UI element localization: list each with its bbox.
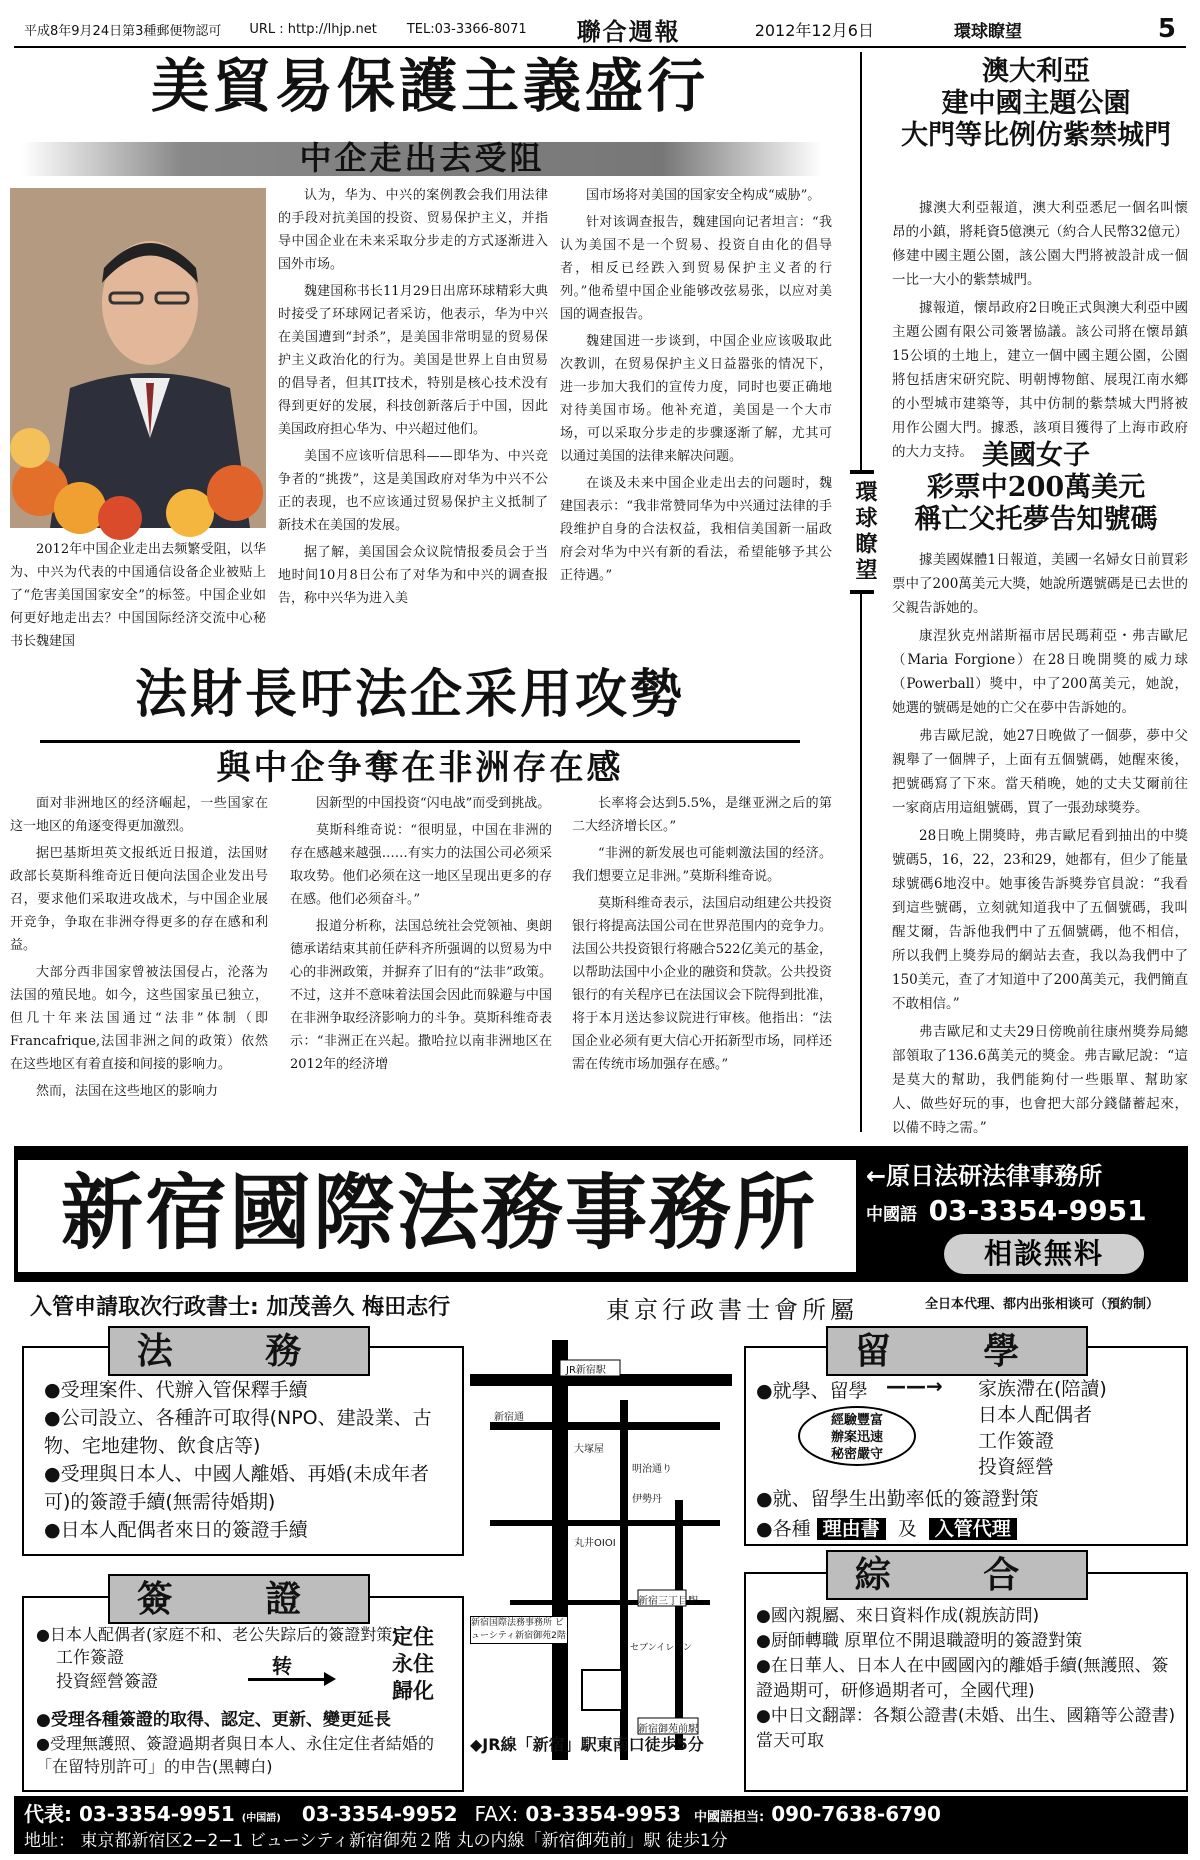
article1-col3-p2: 针对该调查报告，魏建国向记者坦言：“我认为美国不是一个贸易、投资自由化的倡导者，相反已经跌入到贸易保护主义者的行列。”他希望中国企业能够改弦易张，以应对美国的调查报告。 bbox=[560, 215, 832, 322]
map-label-seven-eleven: セブンイレブン bbox=[630, 1643, 692, 1653]
general-item-chef: ●厨師轉職 原單位不開退職證明的簽證對策 bbox=[756, 1631, 1083, 1651]
article2-headline: 法財長吁法企采用攻勢 bbox=[134, 664, 685, 725]
article2-col1-p3: 大部分西非国家曾被法国侵占，沦落为法国的殖民地。如今，这些国家虽已独立，但几十年来法国通过“法非”体制（即Francafrique,法国非洲之间的政策）依然在这些地区有着直接和间接的影响力。 bbox=[10, 965, 268, 1072]
permit-text: 平成8年9月24日第3種郵便物認可 bbox=[24, 23, 222, 39]
study-item-school: ●就學、留學 bbox=[756, 1380, 868, 1402]
experience-badge bbox=[798, 1406, 916, 1466]
footer-line2 bbox=[24, 1826, 728, 1851]
ad-banner bbox=[14, 1146, 1188, 1282]
article2-col1 bbox=[10, 792, 268, 1132]
article1-photo bbox=[10, 188, 266, 528]
study-arrow: ——→ bbox=[886, 1374, 943, 1398]
ad-chinese-phone bbox=[866, 1194, 1186, 1227]
general-item-translation: ●中日文翻譯：各類公證書(未婚、出生、國籍等公證書) 當天可取 bbox=[756, 1706, 1176, 1751]
article1-col2-p4: 据了解，美国国会众议院情报委员会于当地时间10月8日公布了对华为和中兴的调查报告，称中兴华为进入美 bbox=[278, 545, 548, 606]
visa-transfer-label: 转 bbox=[272, 1654, 292, 1678]
visa-services-list bbox=[36, 1624, 456, 1778]
header-tel: TEL:03-3366-8071 bbox=[406, 21, 527, 37]
footer-rep-tel1[interactable]: 03-3354-9951 bbox=[78, 1802, 235, 1826]
visa-item-renew: ●受理各種簽證的取得、認定、更新、變更延長 bbox=[36, 1710, 391, 1730]
general-services-list bbox=[756, 1604, 1180, 1754]
article1-col2-p1: 认为，华为、中兴的案例教会我们用法律的手段对抗美国的投资、贸易保护主义，并指导中国企业在未来采取分步走的方式逐渐进入国外市场。 bbox=[278, 188, 548, 272]
article1-col3-p1: 国市场将对美国的国家安全构成“威胁”。 bbox=[586, 188, 821, 203]
article1-col1 bbox=[10, 538, 266, 660]
visa-item-invest: 投資經營簽證 bbox=[56, 1672, 158, 1692]
section-name: 環球瞭望 bbox=[953, 21, 1022, 42]
side-story2-p4: 28日晚上開獎時，弗吉歐尼看到抽出的中獎號碼5，16，22，23和29，她都有，但少了能量球號碼6地沒中。她事後告訴獎券官員說：“我看到這些號碼，立刻就知道我中了五個號碼，我叫醒艾爾，告訴他我們中了五個號碼，他不相信，所以我們上獎券局的網站去查，我以為我們中了150美元，查了才知道中了200萬美元，我們簡直不敢相信。” bbox=[892, 828, 1188, 1012]
article2-col2 bbox=[290, 792, 552, 1132]
study-item-attendance: ●就、留學生出勤率低的簽證對策 bbox=[756, 1488, 1039, 1510]
map-caption: ◆JR線「新宿」駅東南口徒歩5分 bbox=[470, 1735, 704, 1754]
article1-col2 bbox=[278, 184, 548, 660]
map-label-sanchome: 新宿三丁目駅 bbox=[638, 1596, 698, 1607]
side-story2-headline bbox=[880, 440, 1192, 536]
map-drawing bbox=[470, 1340, 732, 1760]
side-story1-p1: 據澳大利亞報道，澳大利亞悉尼一個名叫懷昂的小鎮，將耗資5億澳元（約合人民幣32億元）修建中國主題公園，該公園大門將被設計成一個一比一大小的紫禁城門。 bbox=[892, 200, 1188, 288]
paper-name: 聯合週報 bbox=[576, 16, 681, 46]
map-label-isetan: 伊勢丹 bbox=[632, 1494, 662, 1505]
article2-col2-p3: 报道分析称，法国总统社会党领袖、奥朗德承诺结束其前任萨科齐所强调的以贸易为中心的非洲政策，并摒弃了旧有的“法非”政策。不过，这并不意味着法国会因此而躲避与中国在非洲争取经济影响力的斗争。莫斯科维奇表示：“非洲正在兴起。撒哈拉以南非洲地区在2012年的经济增 bbox=[290, 919, 552, 1072]
article1-col2-p2: 魏建国称书长11月29日出席环球精彩大典时接受了环球网记者采访，他表示，华为中兴在美国遭到“封杀”，是美国非常明显的贸易保护主义政治化的行为。美国是世界上自由贸易的倡导者，但其IT技术，特别是核心技术没有得到更好的发展，科技创新落后于中国，因此美国政府担心华为、中兴超过他们。 bbox=[278, 284, 548, 437]
article2-col3-p2: “非洲的新发展也可能刺激法国的经济。我们想要立足非洲。”莫斯科维奇说。 bbox=[572, 846, 832, 884]
map-label-gyoenmae: 新宿御苑前駅 bbox=[638, 1724, 698, 1735]
visa-transfer-arrow bbox=[248, 1678, 328, 1681]
article1-headline: 美貿易保護主義盛行 bbox=[150, 52, 709, 120]
footer-fax-label: FAX: bbox=[474, 1802, 519, 1826]
article2-col1-p2: 据巴基斯坦英文报纸近日报道，法国财政部长莫斯科维奇近日便向法国企业发出号召，要求他们采取进攻战术，与中国企业展开竞争，争取在非洲夺得更多的存在感和利益。 bbox=[10, 846, 268, 953]
legal-item-bail: ●受理案件、代辦入管保釋手續 bbox=[44, 1379, 308, 1401]
legal-services-tab: 法 務 bbox=[108, 1326, 370, 1376]
visa-item-work: 工作簽證 bbox=[56, 1648, 124, 1668]
article1-col3 bbox=[560, 184, 832, 660]
study-docs-prefix: ●各種 bbox=[756, 1518, 811, 1540]
footer-cn-label: 中國語担当: bbox=[694, 1810, 765, 1825]
footer-fax: 03-3354-9953 bbox=[525, 1802, 682, 1826]
side-story2-p1: 據美國媒體1日報道，美國一名婦女日前買彩票中了200萬美元大獎，她說所選號碼是已去世的父親告訴她的。 bbox=[892, 552, 1188, 616]
badge-line2: 辦案迅速 bbox=[830, 1430, 883, 1445]
side-story1-hl-line1: 澳大利亞 bbox=[982, 56, 1090, 87]
general-item-divorce: ●在日華人、日本人在中國國內的離婚手續(無護照、簽證過期可，研修過期者可，全國代理) bbox=[756, 1656, 1169, 1701]
ad-free-consult-badge: 相談無料 bbox=[944, 1234, 1144, 1274]
article2-col3 bbox=[572, 792, 832, 1132]
map-label-shinjuku-dori: 新宿通 bbox=[494, 1412, 524, 1423]
article2-rule bbox=[40, 740, 800, 743]
study-right-list bbox=[978, 1376, 1107, 1480]
article1-subhead: 中企走出去受阻 bbox=[299, 139, 545, 177]
footer-cn-tel[interactable]: 090-7638-6790 bbox=[771, 1802, 941, 1826]
study-services-content bbox=[756, 1376, 1180, 1540]
badge-line3: 秘密嚴守 bbox=[830, 1447, 883, 1462]
general-services-tab: 綜 合 bbox=[826, 1550, 1088, 1600]
map-label-office: 新宿国際法務事務所 ビューシティ新宿御苑2階 bbox=[470, 1616, 568, 1644]
visa-word-teiju: 定住 bbox=[392, 1625, 434, 1649]
vertical-label-text: 環球瞭望 bbox=[852, 480, 878, 584]
article2-col2-p1: 因新型的中国投资“闪电战”而受到挑战。 bbox=[316, 796, 551, 811]
footer-rep-tel2[interactable]: 03-3354-9952 bbox=[301, 1802, 458, 1826]
location-map bbox=[470, 1340, 732, 1760]
legal-item-divorce: ●受理與日本人、中國人離婚、再婚(未成年者可)的簽證手續(無需待婚期) bbox=[44, 1463, 429, 1513]
side-story2-p5: 弗吉歐尼和丈夫29日傍晚前往康州獎券局總部領取了136.6萬美元的獎金。弗吉歐尼說：“這是莫大的幫助，我們能夠付一些賬單、幫助家人、做些好玩的事，也會把大部分錢儲蓄起來，以備不時之需。” bbox=[892, 1024, 1188, 1136]
study-right-work: 工作簽證 bbox=[978, 1430, 1055, 1452]
badge-line1: 經驗豐富 bbox=[830, 1413, 883, 1428]
side-story2-hl-line3: 稱亡父托夢告知號碼 bbox=[914, 503, 1158, 535]
map-label-marui: 丸井OIOI bbox=[574, 1538, 616, 1549]
ad-chinese-label: 中國語 bbox=[866, 1205, 917, 1225]
ad-service-area: 全日本代理、都内出张相谈可（預約制） bbox=[925, 1297, 1160, 1312]
side-story1-hl-line2: 建中國主題公園 bbox=[941, 87, 1131, 119]
visa-word-eiju: 永住 bbox=[392, 1652, 434, 1676]
side-story2-p2: 康涅狄克州諾斯福市居民瑪莉亞・弗吉歐尼（Maria Forgione）在28日晚開獎的威力球（Powerball）獎中，中了200萬美元，她說，她選的號碼是她的亡父在夢中告訴她的。 bbox=[892, 628, 1188, 716]
article2-col1-p4: 然而，法国在这些地区的影响力 bbox=[36, 1084, 219, 1099]
ad-chinese-tel[interactable]: 03-3354-9951 bbox=[928, 1194, 1147, 1227]
side-story2-hl-line2: 彩票中200萬美元 bbox=[926, 471, 1146, 503]
visa-item-spouse: ●日本人配偶者(家庭不和、老公失踪后的簽證對策) bbox=[36, 1625, 399, 1644]
ad-assoc-line: 東京行政書士會所屬 bbox=[606, 1296, 858, 1324]
study-right-family: 家族滯在(陪讀) bbox=[978, 1378, 1107, 1400]
site-url[interactable]: URL : http://lhjp.net bbox=[249, 21, 377, 37]
study-docs-and: 及 bbox=[897, 1518, 917, 1540]
article1-col1-p1: 2012年中国企业走出去频繁受阻，以华为、中兴为代表的中国通信设备企业被贴上了“危害美国国家安全”的标签。中国企业如何更好地走出去？中国国际经济交流中心秘书长魏建国 bbox=[10, 542, 266, 649]
map-label-jr-shinjuku: JR新宿駅 bbox=[566, 1365, 606, 1376]
article2-col3-p3: 莫斯科维奇表示，法国启动组建公共投资银行将提高法国公司在世界范围内的竞争力。法国公共投资银行将融合522亿美元的基金，以帮助法国中小企业的融资和贷款。公共投资银行的有关程序已在法国议会下院得到批准，将于本月送达参议院进行审核。他指出：“法国企业必须有更大信心开拓新型市场，同样还需在传统市场加强存在感。” bbox=[572, 896, 833, 1072]
article2-subhead: 與中企争奪在非洲存在感 bbox=[216, 748, 624, 788]
visa-arrow-head-icon bbox=[324, 1672, 336, 1686]
side-story2-p3: 弗吉歐尼說，她27日晚做了一個夢，夢中父親舉了一個牌子，上面有五個號碼，她醒來後，把號碼寫了下來。當天稍晚，她的丈夫艾爾前往一家商店用這組號碼，買了一張劲球獎券。 bbox=[892, 728, 1188, 816]
legal-services-list bbox=[44, 1376, 454, 1544]
footer-addr-label: 地址： bbox=[24, 1831, 75, 1851]
visa-services-tab: 簽 證 bbox=[108, 1574, 370, 1624]
side-story1-hl-line3: 大門等比例仿紫禁城門 bbox=[901, 119, 1171, 151]
article1-col3-p4: 在谈及未来中国企业走出去的问题时，魏建国表示：“我非常赞同华为中兴通过法律的手段维护自身的合法权益，我相信美国新一届政府会对华为中兴有新的看法，希望能够予其公正待遇。” bbox=[560, 476, 832, 583]
article1-col2-p3: 美国不应该听信思科——即华为、中兴竞争者的“挑拨”，这是美国政府对华为中兴不公正的表现，也不应该通过贸易保护主义抵制了新技术在美国的发展。 bbox=[278, 449, 548, 533]
study-docs-agent: 入管代理 bbox=[929, 1518, 1017, 1540]
legal-item-company: ●公司設立、各種許可取得(NPO、建設業、古物、宅地建物、飲食店等) bbox=[44, 1407, 432, 1457]
general-item-relatives: ●國內親屬、來日資料作成(親族訪問) bbox=[756, 1606, 1040, 1626]
vertical-section-label bbox=[850, 470, 878, 594]
side-story2-body bbox=[892, 548, 1188, 1136]
study-item-documents bbox=[756, 1514, 1017, 1541]
ad-firm-name: 新宿國際法務事務所 bbox=[60, 1166, 817, 1261]
issue-date: 2012年12月6日 bbox=[754, 20, 874, 40]
ad-staff-line: 入管申請取次行政書士: 加茂善久 梅田志行 bbox=[30, 1295, 451, 1320]
legal-item-spouse: ●日本人配偶者來日的簽證手續 bbox=[44, 1519, 308, 1541]
footer-rep-tel1-note: (中国語) bbox=[241, 1813, 281, 1824]
article2-col2-p2: 莫斯科维奇说：“很明显，中国在非洲的存在感越来越强……有实力的法国公司必须采取攻势。他们必须在这一地区呈现出更多的存在感。他们必须奋斗。” bbox=[290, 823, 552, 907]
page-header bbox=[14, 12, 1186, 48]
map-label-otsukaya: 大塚屋 bbox=[574, 1444, 604, 1455]
article2-col1-p1: 面对非洲地区的经济崛起，一些国家在这一地区的角逐变得更加激烈。 bbox=[10, 796, 268, 834]
page-number: 5 bbox=[1157, 14, 1176, 44]
footer-line1 bbox=[24, 1798, 941, 1827]
article2-col3-p1: 长率将会达到5.5%，是继亚洲之后的第二大经济增长区。” bbox=[572, 796, 832, 834]
visa-right-words bbox=[392, 1624, 434, 1705]
ad-footer bbox=[14, 1796, 1188, 1854]
article1-col3-p3: 魏建国进一步谈到，中国企业应该吸取此次教训，在贸易保护主义日益嚣张的情况下，进一步加大我们的宣传力度，同时也要正确地对待美国市场。他补充道，美国是一个大市场，可以采取分步走的步骤逐渐了解，尤其可以通过美国的法律来解决问题。 bbox=[560, 334, 832, 464]
side-story1-p2: 據報道，懷昂政府2日晚正式與澳大利亞中國主題公園有限公司簽署協議。該公司將在懷昂鎮15公頃的土地上，建立一個中國主題公園，公園將包括唐宋研究院、明朝博物館、展現江南水鄉的小型城市建築等，其中仿制的紫禁城大門將被用作公園大門。據悉，該項目獲得了上海市政府的大力支持。 bbox=[892, 300, 1188, 460]
study-docs-reason: 理由書 bbox=[817, 1518, 886, 1540]
side-story1-headline bbox=[880, 56, 1192, 152]
visa-item-special: ●受理無護照、簽證過期者與日本人、永住定住者結婚的「在留特別許可」的申告(黑轉白) bbox=[36, 1734, 434, 1776]
man-portrait-icon bbox=[10, 188, 266, 528]
ad-former-name: ←原日法研法律事務所 bbox=[866, 1162, 1103, 1190]
study-services-tab: 留 學 bbox=[826, 1326, 1088, 1376]
footer-rep-label: 代表: bbox=[24, 1802, 72, 1826]
study-right-spouse: 日本人配偶者 bbox=[978, 1404, 1093, 1426]
footer-addr: 東京都新宿区2−2−1 ビューシティ新宿御苑２階 丸の内線「新宿御苑前」駅 徒歩1分 bbox=[80, 1831, 728, 1851]
map-label-meiji-dori: 明治通り bbox=[632, 1464, 672, 1475]
study-right-invest: 投資經營 bbox=[978, 1456, 1055, 1478]
visa-word-kika: 歸化 bbox=[392, 1679, 434, 1703]
side-story2-hl-line1: 美國女子 bbox=[982, 440, 1090, 471]
